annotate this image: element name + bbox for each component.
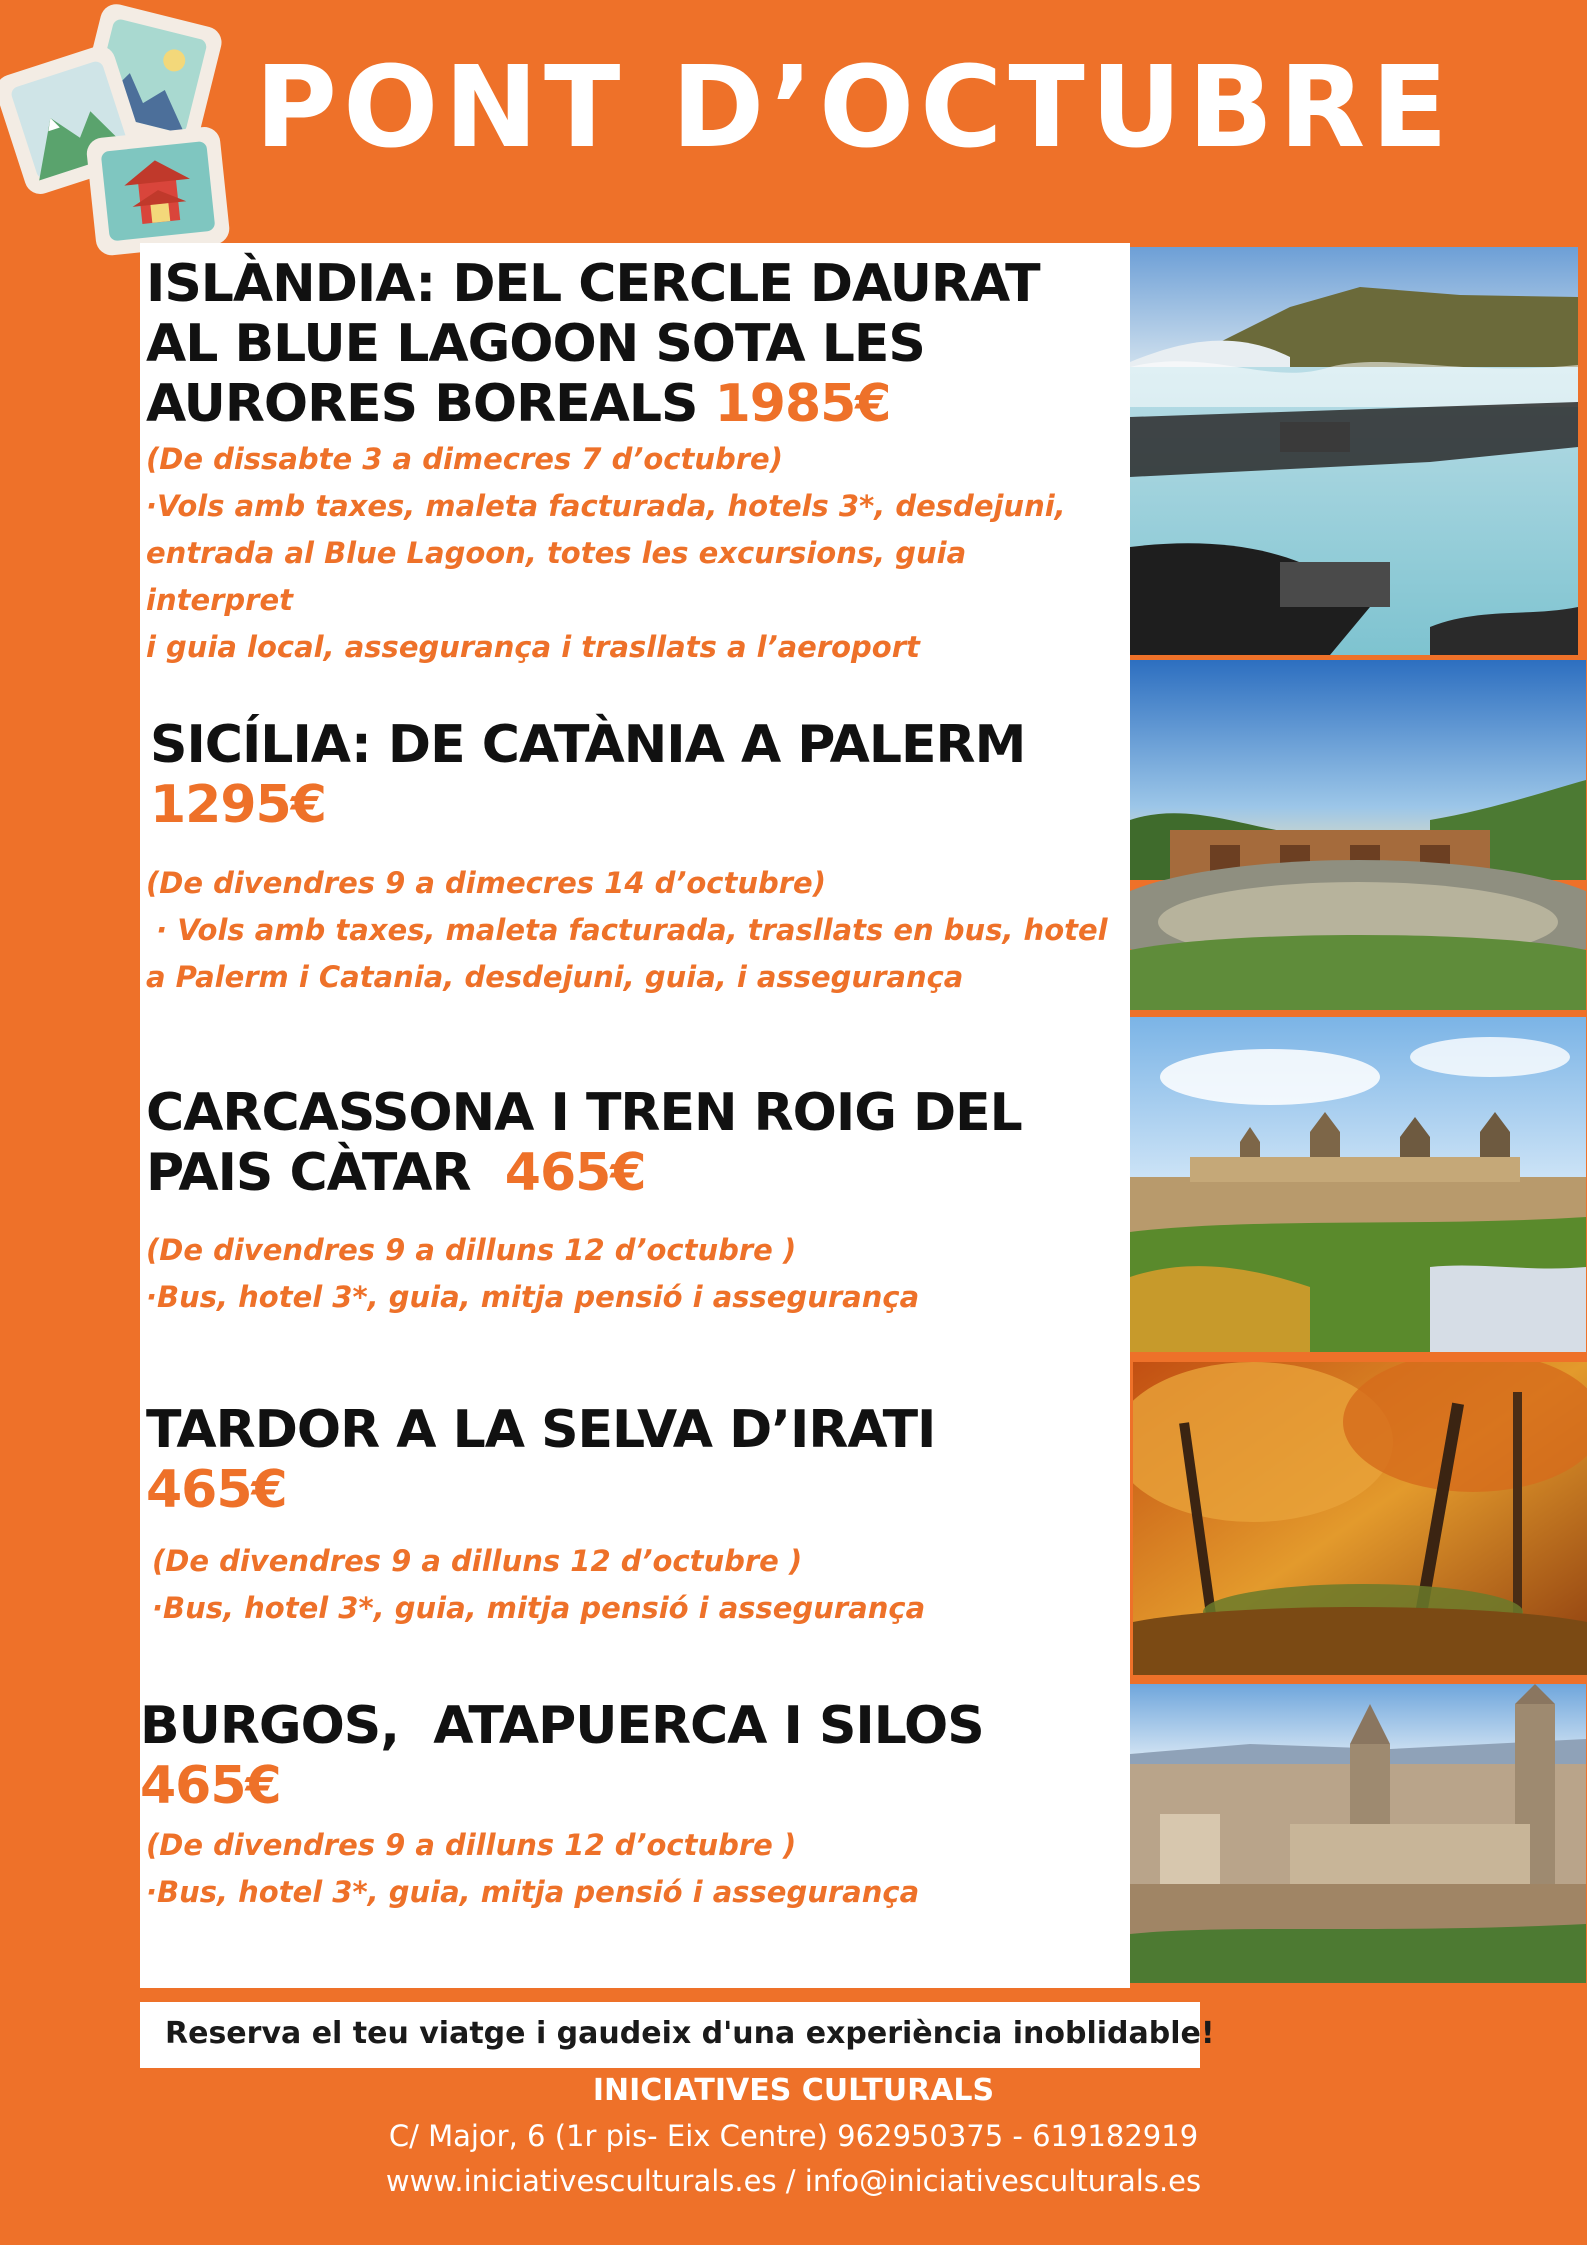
trip-dates: (De divendres 9 a dilluns 12 d’octubre ): [152, 1544, 803, 1578]
footer-organization: INICIATIVES CULTURALS: [592, 2073, 995, 2108]
desc-line: ·Bus, hotel 3*, guia, mitja pensió i assegurança: [152, 1591, 926, 1625]
irati-forest-photo: [1133, 1362, 1587, 1675]
trip-title-line: PAIS CÀTAR: [146, 1143, 471, 1203]
footer-address: C/ Major, 6 (1r pis- Eix Centre) 962950375 - 619182919: [388, 2119, 1199, 2153]
desc-line: ·Vols amb taxes, maleta facturada, hotels 3*, desdejuni,: [146, 489, 1066, 523]
trip-price: 1295€: [150, 775, 326, 835]
trip-irati: [146, 1400, 1106, 1632]
desc-line: entrada al Blue Lagoon, totes les excursions, guia interpret: [146, 536, 967, 617]
desc-line: a Palerm i Catania, desdejuni, guia, i assegurança: [146, 960, 964, 994]
page-title: PONT D’OCTUBRE: [255, 43, 1454, 173]
trip-title-line: TARDOR A LA SELVA D’IRATI: [146, 1400, 936, 1460]
orange-divider: [140, 1990, 1428, 2000]
footer-web: www.iniciativesculturals.es / info@iniciativesculturals.es: [385, 2164, 1202, 2198]
trip-title: [146, 1400, 1106, 1520]
taormina-theatre-photo: [1130, 660, 1586, 1010]
desc-line: ·Bus, hotel 3*, guia, mitja pensió i assegurança: [146, 1875, 920, 1909]
picture-frames-logo-icon: [0, 0, 240, 260]
trip-title-line: SICÍLIA: DE CATÀNIA A PALERM: [150, 715, 1026, 775]
trip-description: [140, 1869, 1100, 1916]
trip-iceland: [146, 254, 1106, 671]
trip-title: [146, 715, 1126, 835]
slogan: Reserva el teu viatge i gaudeix d'una experiència inoblidable!: [165, 2016, 1215, 2051]
trip-title: [140, 1696, 1100, 1816]
trip-dates: (De divendres 9 a dimecres 14 d’octubre): [146, 866, 826, 900]
trip-burgos: [140, 1696, 1100, 1916]
trip-title: [146, 1083, 1106, 1203]
trip-dates: (De divendres 9 a dilluns 12 d’octubre ): [146, 1828, 797, 1862]
desc-line: i guia local, assegurança i trasllats a l’aeroport: [146, 630, 920, 664]
trip-description: [146, 483, 1106, 671]
trip-description: [146, 1274, 1106, 1321]
trip-title-line: AL BLUE LAGOON SOTA LES: [146, 314, 925, 374]
trip-title: [146, 254, 1106, 434]
trip-price: 1985€: [714, 374, 891, 434]
trip-carcassonne: [146, 1083, 1106, 1321]
burgos-cathedral-photo: [1130, 1684, 1586, 1983]
trip-sicily: [146, 715, 1126, 1001]
trip-description: [146, 1585, 1106, 1632]
trip-price: 465€: [140, 1756, 281, 1816]
desc-line: ·Bus, hotel 3*, guia, mitja pensió i assegurança: [146, 1280, 920, 1314]
trip-price: 465€: [504, 1143, 646, 1203]
trip-title-line: AURORES BOREALS: [146, 374, 698, 434]
trip-title-line: BURGOS, ATAPUERCA I SILOS: [140, 1696, 984, 1756]
trip-title-line: ISLÀNDIA: DEL CERCLE DAURAT: [146, 254, 1040, 314]
blue-lagoon-photo: [1130, 247, 1578, 655]
trip-title-line: CARCASSONA I TREN ROIG DEL: [146, 1083, 1022, 1143]
carcassonne-photo: [1130, 1017, 1586, 1352]
desc-line: · Vols amb taxes, maleta facturada, trasllats en bus, hotel: [146, 913, 1108, 947]
trip-dates: (De divendres 9 a dilluns 12 d’octubre ): [146, 1233, 797, 1267]
trip-price: 465€: [146, 1460, 287, 1520]
trip-description: [146, 907, 1126, 1001]
trip-dates: (De dissabte 3 a dimecres 7 d’octubre): [146, 442, 783, 476]
